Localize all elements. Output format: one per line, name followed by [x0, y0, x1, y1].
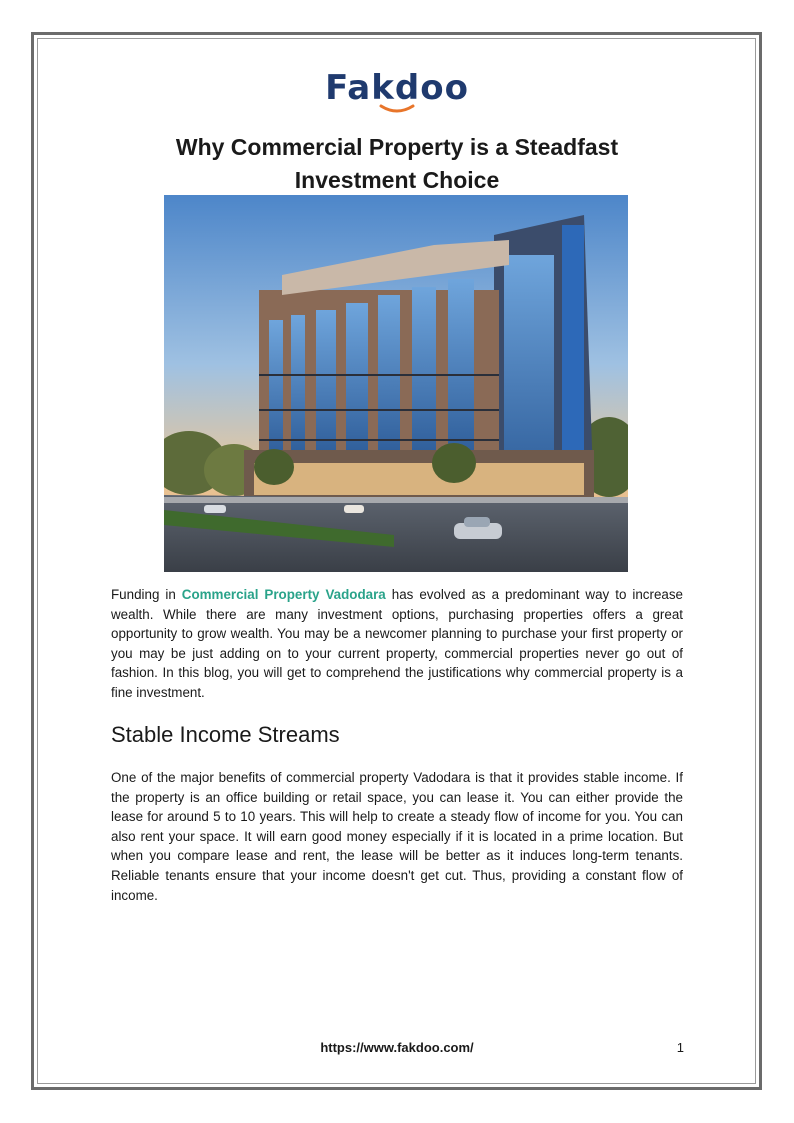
building-illustration	[164, 195, 628, 572]
page-number: 1	[676, 1040, 684, 1055]
title-line-1: Why Commercial Property is a Steadfast	[175, 134, 619, 160]
page-title	[120, 131, 674, 197]
footer-url[interactable]: https://www.fakdoo.com/	[320, 1040, 474, 1055]
title-line-2: Investment Choice	[294, 167, 500, 193]
brand-logo[interactable]	[0, 68, 794, 114]
section-paragraph: One of the major benefits of commercial property Vadodara is that it provides stable income. If the property is an office building or retail space, you can lease it. You can either provide the lease for around 5 to 10 years. This will help to create a steady flow of income for you. You can also rent your space. It will earn good money especially if it is located in a prime location. But when you compare lease and rent, the lease will be better as it induces long-term tenants. Reliable tenants ensure that your income doesn't get cut. Thus, providing a constant flow of income.	[111, 770, 683, 903]
intro-text-rest: has evolved as a predominant way to increase wealth. While there are many investment options, purchasing properties offers a great opportunity to grow wealth. You may be a newcomer planning to purchase your first property or you may be just adding on to your current property, commercial properties never go out of fashion. In this blog, you will get to comprehend the justifications why commercial property is a fine investment.	[111, 587, 683, 700]
section-heading: Stable Income Streams	[111, 722, 340, 747]
commercial-property-vadodara-link[interactable]: Commercial Property Vadodara	[181, 587, 386, 602]
brand-logo-text: Fakdoo	[325, 68, 469, 108]
intro-paragraph	[111, 585, 683, 703]
intro-text-start: Funding in	[111, 587, 182, 602]
hero-image-commercial-building	[164, 195, 628, 572]
